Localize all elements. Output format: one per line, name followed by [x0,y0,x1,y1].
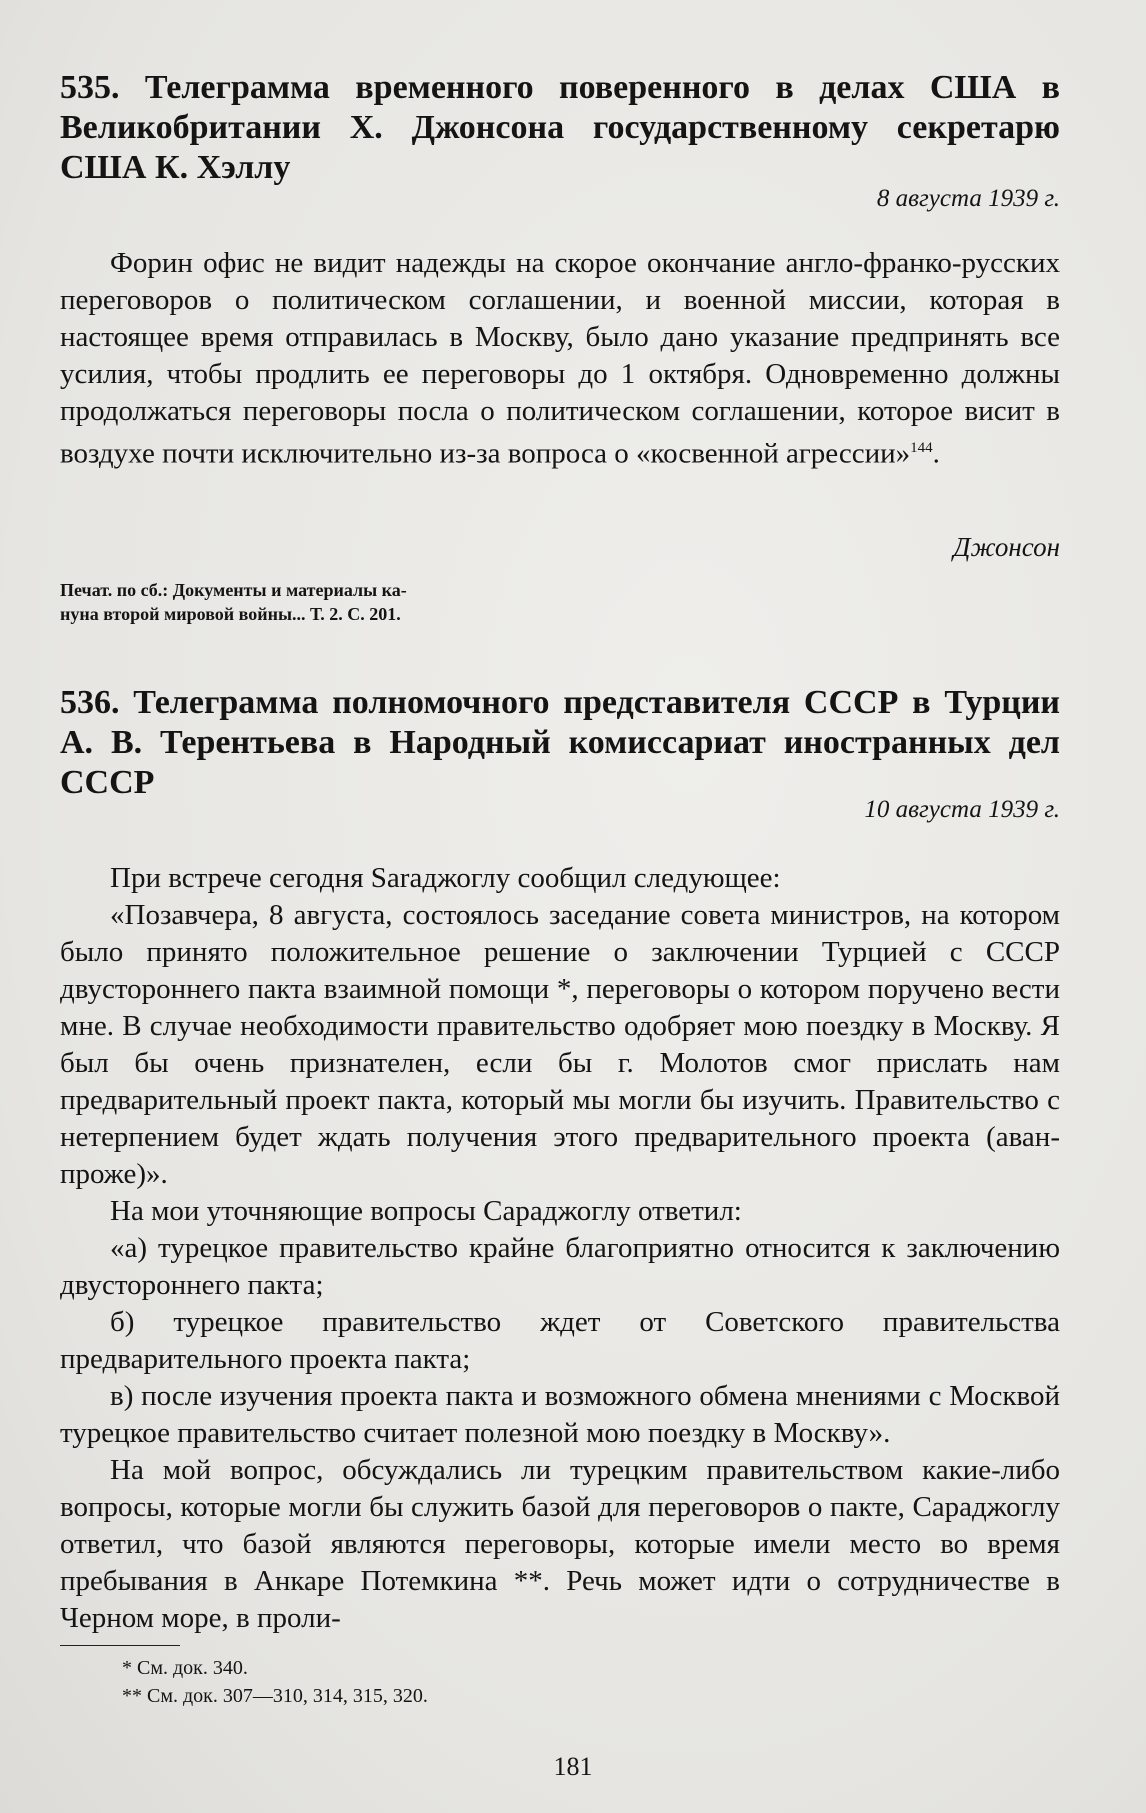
footnotes [60,1645,1060,1710]
doc535-signature: Джонсон [953,532,1060,562]
page-number: 181 [553,1752,593,1781]
footnote-divider [60,1645,180,1646]
doc535-source-line-1: Печат. по сб.: Документы и материалы ка- [60,580,407,600]
doc535-note-ref: 144 [910,440,933,456]
doc536-paragraph-4: «а) турецкое правительство крайне благоприятно относится к заключению двустороннего пакта; [60,1232,1060,1301]
doc535-heading: 535. Телеграмма временного поверенного в делах США в Великобритании Х. Джонсона государственному секретарю США К. Хэллу [60,69,1060,186]
doc535-body: Форин офис не видит надежды на скорое окончание англо-франко-русских переговоров о политическом соглашении, и военной миссии, которая в настоящее время отправилась в Москву, было дано указание предпринять все усилия, чтобы продлить ее переговоры до 1 октября. Одновременно должны продолжаться переговоры посла о политическом соглашении, которое висит в воздухе почти исключительно из-за вопроса о «косвенной агрессии»$^{144}$. [60,247,1060,470]
doc536-paragraph-2: «Позавчера, 8 августа, состоялось заседание совета министров, на котором было принято положительное решение о заключении Турцией с СССР двустороннего пакта взаимной помощи *, переговоры о котором поручено вести мне. В случае необходимости правительство одобряет мою поездку в Москву. Я был бы очень признателен, если бы г. Молотов смог прислать нам предварительный проект пакта, который мы могли бы изучить. Правительство с нетерпением будет ждать получения этого предварительного проекта (аван-проже)». [60,899,1060,1190]
footnote-2: ** См. док. 307—310, 314, 315, 320. [122,1685,428,1707]
doc535-section [60,68,1060,188]
doc535-date: 8 августа 1939 г. [876,185,1060,212]
doc535-source-line-2: нуна второй мировой войны... Т. 2. С. 201. [60,604,401,624]
doc536-heading: 536. Телеграмма полномочного представителя СССР в Турции А. В. Терентьева в Народный комиссариат иностранных дел СССР [60,684,1060,801]
doc536-section [60,683,1060,803]
doc535-body-text: Форин офис не видит надежды на скорое окончание англо-франко-русских переговоров о политическом соглашении, и военной миссии, которая в настоящее время отправилась в Москву, было дано указание предпринять все усилия, чтобы продлить ее переговоры до 1 октября. Одновременно должны продолжаться переговоры посла о политическом соглашении, которое висит в воздухе почти исключительно из-за вопроса о «косвенной агрессии» [60,247,1060,470]
doc536-paragraph-6: в) после изучения проекта пакта и возможного обмена мнениями с Москвой турецкое правительство считает полезной мою поездку в Москву». [60,1380,1060,1449]
doc536-date: 10 августа 1939 г. [864,796,1060,823]
doc536-paragraph-1: При встрече сегодня Saraджоглу сообщил следующее: [110,862,781,894]
doc536-paragraph-7: На мой вопрос, обсуждались ли турецким правительством какие-либо вопросы, которые могли бы служить базой для переговоров о пакте, Сараджоглу ответил, что базой являются переговоры, которые имели место во время пребывания в Анкаре Потемкина **. Речь может идти о сотрудничестве в Черном море, в проли- [60,1454,1060,1634]
doc536-paragraph-5: б) турецкое правительство ждет от Советского правительства предварительного проекта пакта; [60,1306,1060,1375]
doc536-paragraph-3: На мои уточняющие вопросы Сараджоглу ответил: [110,1195,742,1227]
footnote-1: * См. док. 340. [122,1657,248,1679]
